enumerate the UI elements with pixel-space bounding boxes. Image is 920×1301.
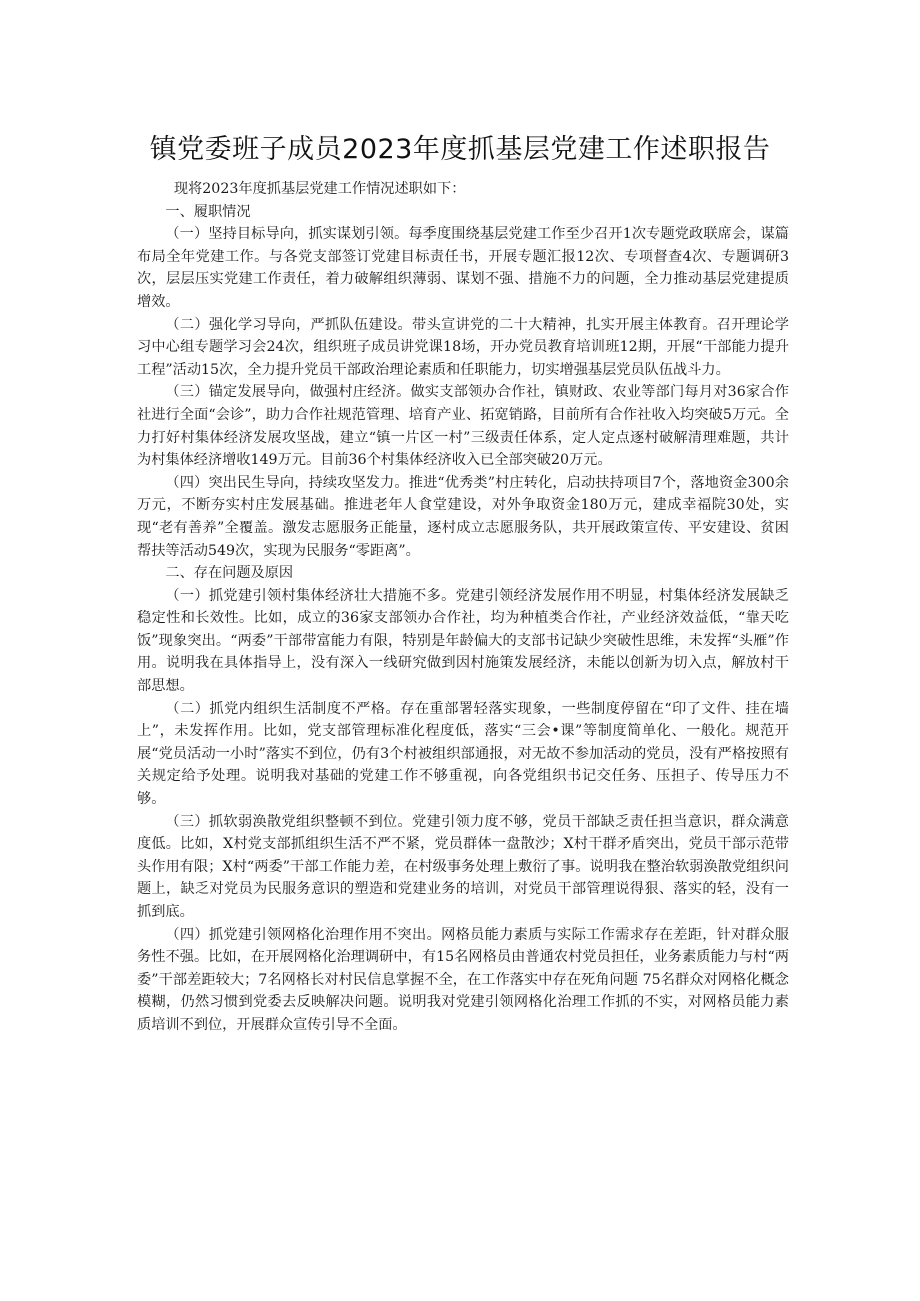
document-body <box>137 178 789 1037</box>
body-paragraph: （四）突出民生导向，持续攻坚发力。推进“优秀类”村庄转化，启动扶持项目7个，落地资金300余万元，不断夯实村庄发展基础。推进老年人食堂建设，对外争取资金180万元，建成幸福院30处，实现“老有善养”全覆盖。激发志愿服务正能量，逐村成立志愿服务队，共开展政策宣传、平安建设、贫困帮扶等活动549次，实现为民服务“零距离”。 <box>137 474 789 559</box>
body-paragraph: （二）强化学习导向，严抓队伍建设。带头宣讲党的二十大精神，扎实开展主体教育。召开理论学习中心组专题学习会24次，组织班子成员讲党课18场，开办党员教育培训班12期，开展“干部能力提升工程”活动15次，全力提升党员干部政治理论素质和任职能力，切实增强基层党员队伍战斗力。 <box>137 316 789 378</box>
section-heading: 一、履职情况 <box>165 203 251 220</box>
body-paragraph: （一）坚持目标导向，抓实谋划引领。每季度围绕基层党建工作至少召开1次专题党政联席会，谋篇布局全年党建工作。与各党支部签订党建目标责任书，开展专题汇报12次、专项督查4次、专题调研3次，层层压实党建工作责任，着力破解组织薄弱、谋划不强、措施不力的问题，全力推动基层党建提质增效。 <box>137 226 789 310</box>
body-paragraph: （一）抓党建引领村集体经济壮大措施不多。党建引领经济发展作用不明显，村集体经济发展缺乏稳定性和长效性。比如，成立的36家支部领办合作社，均为种植类合作社，产业经济效益低，“靠天吃饭”现象突出。“两委”干部带富能力有限，特别是年龄偏大的支部书记缺少突破性思维，未发挥“头雁”作用。说明我在具体指导上，没有深入一线研究做到因村施策发展经济，未能以创新为切入点，解放村干部思想。 <box>137 587 789 695</box>
body-paragraph: （四）抓党建引领网格化治理作用不突出。网格员能力素质与实际工作需求存在差距，针对群众服务性不强。比如，在开展网格化治理调研中，有15名网格员由普通农村党员担任，业务素质能力与村“两委”干部差距较大；7名网格长对村民信息掌握不全，在工作落实中存在死角问题 75名群众对网格化概念模糊，仍然习惯到党委去反映解决问题。说明我对党建引领网格化治理工作抓的不实，对网格员能力素质培训不到位，开展群众宣传引导不全面。 <box>137 926 789 1033</box>
section-heading: 二、存在问题及原因 <box>165 565 294 582</box>
section-problems <box>137 562 789 1036</box>
section-performance <box>137 201 789 563</box>
body-paragraph: （二）抓党内组织生活制度不严格。存在重部署轻落实现象，一些制度停留在“印了文件、挂在墙上”，未发挥作用。比如，党支部管理标准化程度低，落实“三会•课”等制度简单化、一般化。规范开展“党员活动一小时”落实不到位，仍有3个村被组织部通报，对无故不参加活动的党员，没有严格按照有关规定给予处理。说明我对基础的党建工作不够重视，向各党组织书记交任务、压担子、传导压力不够。 <box>137 700 789 808</box>
body-paragraph: （三）抓软弱涣散党组织整顿不到位。党建引领力度不够，党员干部缺乏责任担当意识，群众满意度低。比如，X村党支部抓组织生活不严不紧，党员群体一盘散沙；X村干群矛盾突出，党员干部示范带头作用有限；X村“两委”干部工作能力差，在村级事务处理上敷衍了事。说明我在整治软弱涣散党组织问题上，缺乏对党员为民服务意识的塑造和党建业务的培训，对党员干部管理说得狠、落实的轻，没有一抓到底。 <box>137 813 789 920</box>
intro-paragraph: 现将2023年度抓基层党建工作情况述职如下： <box>173 181 466 197</box>
body-paragraph: （三）锚定发展导向，做强村庄经济。做实支部领办合作社，镇财政、农业等部门每月对36家合作社进行全面“会诊”，助力合作社规范管理、培育产业、拓宽销路，目前所有合作社收入均突破5万元。全力打好村集体经济发展攻坚战，建立“镇一片区一村”三级责任体系，定人定点逐村破解清理难题，共计为村集体经济增收149万元。目前36个村集体经济收入已全部突破20万元。 <box>137 384 789 469</box>
document-title: 镇党委班子成员2023年度抓基层党建工作述职报告 <box>149 134 771 165</box>
